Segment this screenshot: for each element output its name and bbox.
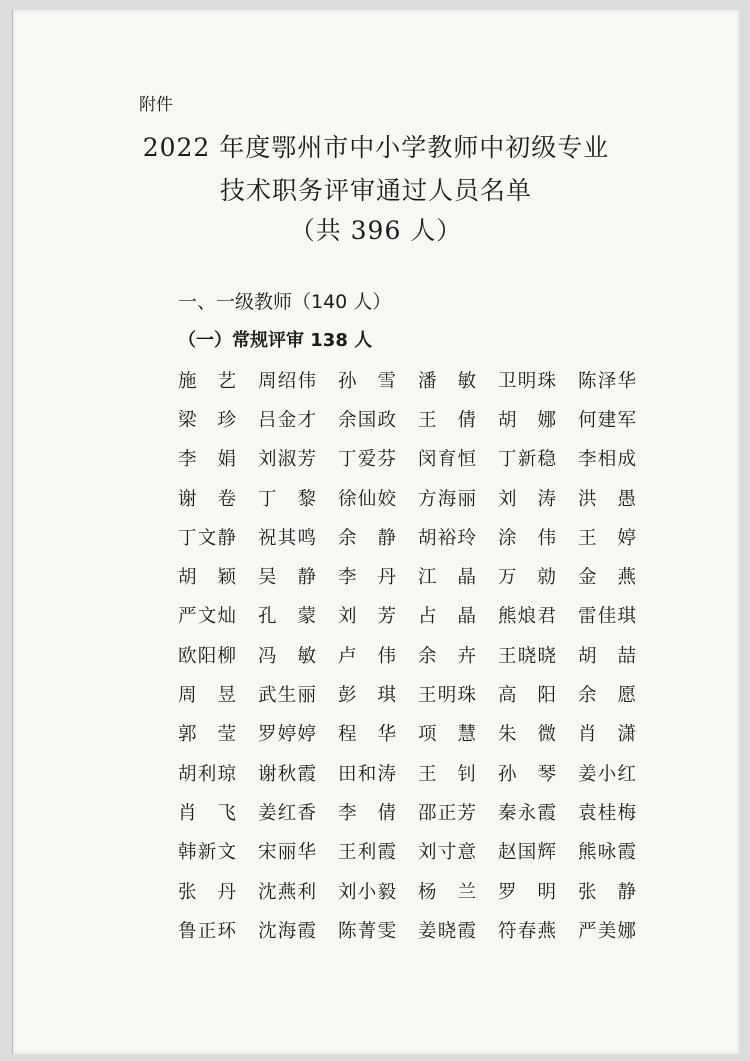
name-entry: 胡 喆 xyxy=(578,645,636,667)
name-entry: 熊 烺 君 xyxy=(498,606,556,628)
document-title-line-2: 技术职务评审通过人员名单 xyxy=(219,176,532,205)
name-entry: 王 钊 xyxy=(418,763,476,785)
name-entry: 冯 敏 xyxy=(258,645,316,667)
name-entry: 张 丹 xyxy=(178,881,236,903)
name-entry: 刘 淑 芳 xyxy=(258,449,316,471)
name-entry: 沈 燕 利 xyxy=(258,881,316,903)
name-entry: 项 慧 xyxy=(418,724,476,746)
name-entry: 吴 静 xyxy=(258,567,316,589)
name-entry: 沈 海 霞 xyxy=(258,920,316,942)
name-entry: 王 晓 晓 xyxy=(498,645,556,667)
name-entry: 金 燕 xyxy=(578,567,636,589)
name-entry: 吕 金 才 xyxy=(258,409,316,431)
document-page xyxy=(12,10,739,1054)
name-entry: 潘 敏 xyxy=(418,370,476,392)
name-entry: 严 文 灿 xyxy=(178,606,236,628)
name-entry: 严 美 娜 xyxy=(578,920,636,942)
name-entry: 王 明 珠 xyxy=(418,685,476,707)
name-entry: 秦 永 霞 xyxy=(498,802,556,824)
name-entry: 丁 文 静 xyxy=(178,527,236,549)
name-entry: 胡 裕 玲 xyxy=(418,527,476,549)
name-entry: 朱 微 xyxy=(498,724,556,746)
name-entry: 姜 红 香 xyxy=(258,802,316,824)
name-entry: 宋 丽 华 xyxy=(258,842,316,864)
name-entry: 王 婷 xyxy=(578,527,636,549)
subsection-heading: （一）常规评审 138 人 xyxy=(178,330,373,351)
name-entry: 余 愿 xyxy=(578,685,636,707)
name-entry: 武 生 丽 xyxy=(258,685,316,707)
name-entry: 王 倩 xyxy=(418,409,476,431)
name-entry: 张 静 xyxy=(578,881,636,903)
name-entry: 胡 娜 xyxy=(498,409,556,431)
name-entry: 刘 寸 意 xyxy=(418,842,476,864)
name-entry: 孙 琴 xyxy=(498,763,556,785)
name-entry: 丁 新 稳 xyxy=(498,449,556,471)
name-entry: 何 建 军 xyxy=(578,409,636,431)
name-list xyxy=(176,360,656,949)
name-entry: 孙 雪 xyxy=(338,370,396,392)
name-entry: 王 利 霞 xyxy=(338,842,396,864)
name-entry: 施 艺 xyxy=(178,370,236,392)
name-entry: 杨 兰 xyxy=(418,881,476,903)
name-entry: 丁 爱 芬 xyxy=(338,449,396,471)
attachment-label: 附件 xyxy=(139,95,173,115)
name-entry: 刘 小 毅 xyxy=(338,881,396,903)
name-entry: 彭 琪 xyxy=(338,685,396,707)
name-entry: 肖 潇 xyxy=(578,724,636,746)
document-title-line-3: （共 396 人） xyxy=(289,216,463,245)
name-entry: 陈 泽 华 xyxy=(578,370,636,392)
name-entry: 江 晶 xyxy=(418,567,476,589)
name-entry: 祝 其 鸣 xyxy=(258,527,316,549)
name-entry: 方 海 丽 xyxy=(418,488,476,510)
name-entry: 刘 芳 xyxy=(338,606,396,628)
document-title-line-1: 2022 年度鄂州市中小学教师中初级专业 xyxy=(142,133,610,162)
name-entry: 欧 阳 柳 xyxy=(178,645,236,667)
name-entry: 程 华 xyxy=(338,724,396,746)
name-entry: 万 勍 xyxy=(498,567,556,589)
name-entry: 余 国 政 xyxy=(338,409,396,431)
name-entry: 梁 珍 xyxy=(178,409,236,431)
name-entry: 郭 莹 xyxy=(178,724,236,746)
name-entry: 姜 小 红 xyxy=(578,763,636,785)
name-entry: 周 昱 xyxy=(178,685,236,707)
name-entry: 雷 佳 琪 xyxy=(578,606,636,628)
name-entry: 涂 伟 xyxy=(498,527,556,549)
name-entry: 罗 明 xyxy=(498,881,556,903)
name-entry: 卢 伟 xyxy=(338,645,396,667)
name-entry: 肖 飞 xyxy=(178,802,236,824)
name-entry: 刘 涛 xyxy=(498,488,556,510)
name-entry: 丁 黎 xyxy=(258,488,316,510)
name-entry: 高 阳 xyxy=(498,685,556,707)
name-entry: 卫 明 珠 xyxy=(498,370,556,392)
name-entry: 陈 菁 雯 xyxy=(338,920,396,942)
name-entry: 田 和 涛 xyxy=(338,763,396,785)
name-entry: 赵 国 辉 xyxy=(498,842,556,864)
section-heading: 一、一级教师（140 人） xyxy=(178,291,392,313)
name-entry: 李 娟 xyxy=(178,449,236,471)
name-entry: 余 静 xyxy=(338,527,396,549)
name-entry: 谢 卷 xyxy=(178,488,236,510)
name-entry: 姜 晓 霞 xyxy=(418,920,476,942)
name-entry: 李 相 成 xyxy=(578,449,636,471)
name-entry: 熊 咏 霞 xyxy=(578,842,636,864)
name-entry: 袁 桂 梅 xyxy=(578,802,636,824)
name-entry: 孔 蒙 xyxy=(258,606,316,628)
name-entry: 韩 新 文 xyxy=(178,842,236,864)
name-entry: 余 卉 xyxy=(418,645,476,667)
name-entry: 谢 秋 霞 xyxy=(258,763,316,785)
name-entry: 李 丹 xyxy=(338,567,396,589)
name-entry: 邵 正 芳 xyxy=(418,802,476,824)
name-entry: 徐 仙 姣 xyxy=(338,488,396,510)
name-entry: 胡 利 琼 xyxy=(178,763,236,785)
name-entry: 占 晶 xyxy=(418,606,476,628)
name-entry: 李 倩 xyxy=(338,802,396,824)
name-entry: 罗 婷 婷 xyxy=(258,724,316,746)
name-entry: 符 春 燕 xyxy=(498,920,556,942)
name-entry: 洪 愚 xyxy=(578,488,636,510)
name-entry: 闵 育 恒 xyxy=(418,449,476,471)
name-entry: 鲁 正 环 xyxy=(178,920,236,942)
name-entry: 周 绍 伟 xyxy=(258,370,316,392)
name-entry: 胡 颖 xyxy=(178,567,236,589)
